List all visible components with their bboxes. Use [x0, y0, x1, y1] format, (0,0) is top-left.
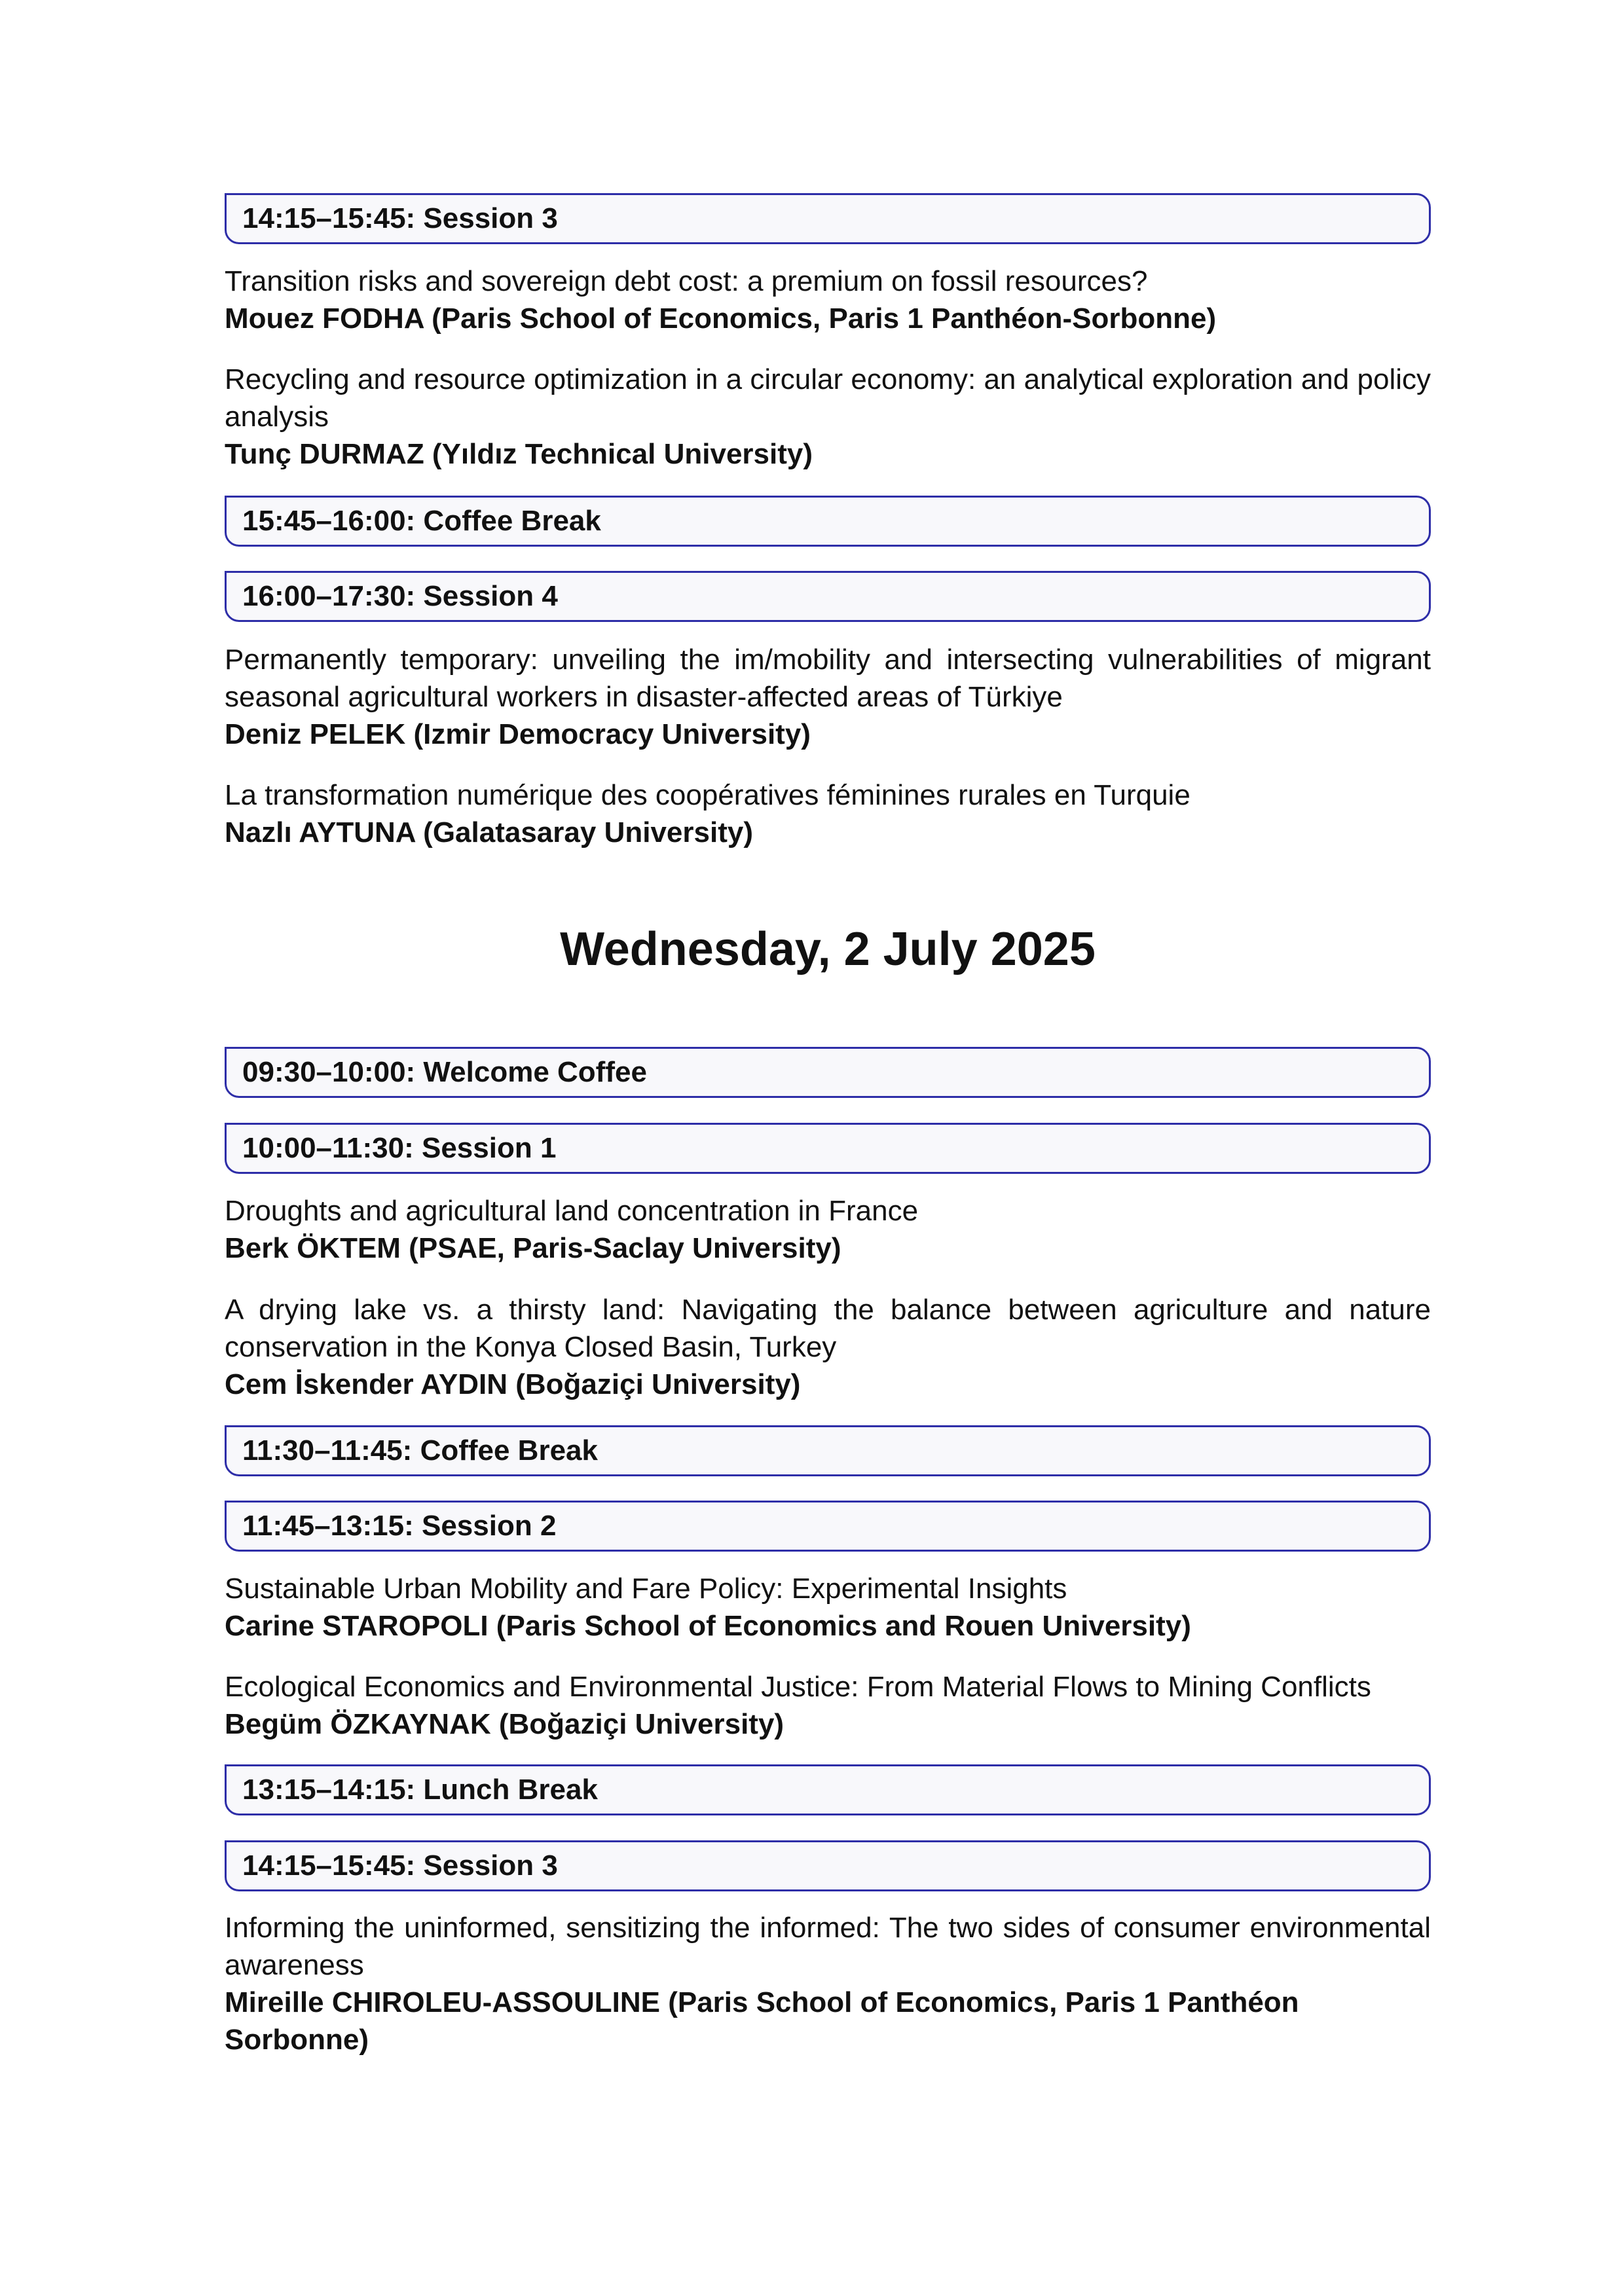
- time-slot-coffee-break: 15:45–16:00: Coffee Break: [225, 496, 1431, 547]
- time-slot-coffee-break: 11:30–11:45: Coffee Break: [225, 1425, 1431, 1476]
- talk-title: Recycling and resource optimization in a circular economy: an analytical exploration and policy analysis: [225, 363, 1431, 433]
- talk-entry: [225, 263, 1431, 337]
- talk-speaker: Begüm ÖZKAYNAK (Boğaziçi University): [225, 1708, 784, 1740]
- talk-entry: [225, 1909, 1431, 2058]
- talk-title: Ecological Economics and Environmental Justice: From Material Flows to Mining Conflicts: [225, 1671, 1371, 1703]
- time-slot-session-3: 14:15–15:45: Session 3: [225, 193, 1431, 244]
- talk-title: Permanently temporary: unveiling the im/mobility and intersecting vulnerabilities of migrant seasonal agricultural workers in disaster-affected areas of Türkiye: [225, 644, 1431, 713]
- talk-entry: [225, 1192, 1431, 1267]
- talk-entry: [225, 1291, 1431, 1403]
- talk-speaker: Tunç DURMAZ (Yıldız Technical University): [225, 438, 813, 470]
- talk-title: A drying lake vs. a thirsty land: Navigating the balance between agriculture and nature conservation in the Konya Closed Basin, Turkey: [225, 1294, 1431, 1363]
- talk-title: Transition risks and sovereign debt cost: a premium on fossil resources?: [225, 265, 1148, 297]
- talk-speaker: Mouez FODHA (Paris School of Economics, Paris 1 Panthéon-Sorbonne): [225, 302, 1217, 335]
- talk-entry: [225, 361, 1431, 473]
- time-slot-session-1: 10:00–11:30: Session 1: [225, 1123, 1431, 1174]
- talk-entry: [225, 1570, 1431, 1645]
- time-slot-session-3: 14:15–15:45: Session 3: [225, 1840, 1431, 1891]
- talk-title: Sustainable Urban Mobility and Fare Policy: Experimental Insights: [225, 1573, 1067, 1605]
- day-heading: Wednesday, 2 July 2025: [560, 923, 1096, 975]
- talk-entry: [225, 641, 1431, 753]
- time-slot-session-2: 11:45–13:15: Session 2: [225, 1501, 1431, 1552]
- talk-speaker: Cem İskender AYDIN (Boğaziçi University): [225, 1368, 801, 1400]
- talk-entry: [225, 1668, 1431, 1743]
- talk-entry: [225, 776, 1431, 851]
- time-slot-welcome-coffee: 09:30–10:00: Welcome Coffee: [225, 1047, 1431, 1098]
- time-slot-lunch-break: 13:15–14:15: Lunch Break: [225, 1764, 1431, 1815]
- talk-title: Informing the uninformed, sensitizing the informed: The two sides of consumer environmental awareness: [225, 1912, 1431, 1981]
- talk-speaker: Deniz PELEK (Izmir Democracy University): [225, 718, 811, 750]
- talk-title: Droughts and agricultural land concentration in France: [225, 1195, 919, 1227]
- talk-title: La transformation numérique des coopératives féminines rurales en Turquie: [225, 779, 1190, 811]
- talk-speaker: Carine STAROPOLI (Paris School of Economics and Rouen University): [225, 1610, 1191, 1642]
- talk-speaker: Mireille CHIROLEU-ASSOULINE (Paris School of Economics, Paris 1 Panthéon Sorbonne): [225, 1986, 1299, 2056]
- time-slot-session-4: 16:00–17:30: Session 4: [225, 571, 1431, 622]
- talk-speaker: Nazlı AYTUNA (Galatasaray University): [225, 816, 753, 848]
- talk-speaker: Berk ÖKTEM (PSAE, Paris-Saclay University): [225, 1232, 841, 1264]
